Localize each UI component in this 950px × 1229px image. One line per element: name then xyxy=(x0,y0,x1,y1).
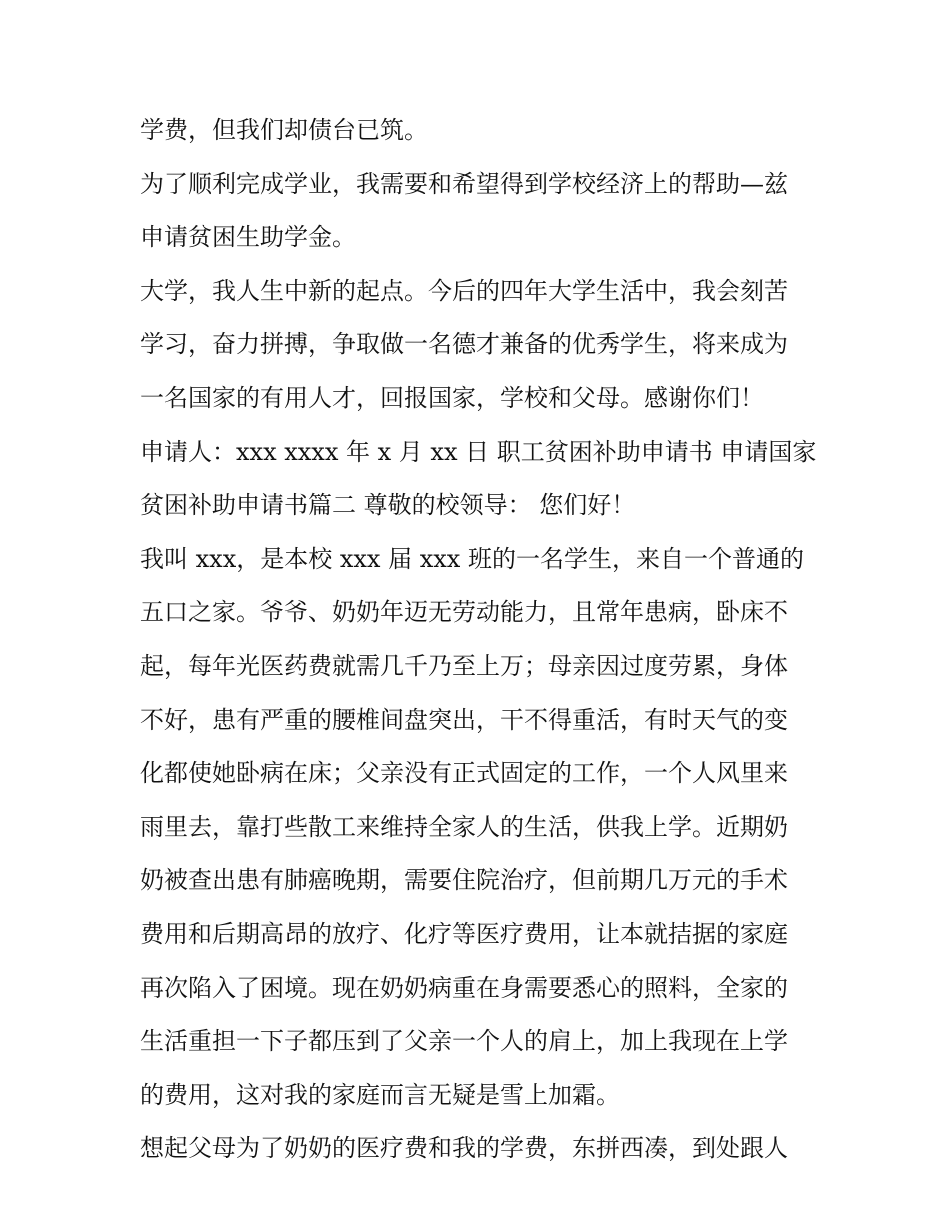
text-line: 学费，但我们却债台已筑。 xyxy=(140,116,428,144)
text-line: 的费用，这对我的家庭而言无疑是雪上加霜。 xyxy=(140,1080,620,1109)
text-line: 为了顺利完成学业，我需要和希望得到学校经济上的帮助—兹 xyxy=(140,169,788,198)
text-line: 五口之家。爷爷、奶奶年迈无劳动能力，且常年患病，卧床不 xyxy=(140,598,788,627)
document-body xyxy=(140,104,815,1176)
text-line: 一名国家的有用人才，回报国家，学校和父母。感谢你们！ xyxy=(140,383,764,412)
text-line: 贫困补助申请书篇二 尊敬的校领导： 您们好！ xyxy=(140,491,636,520)
text-line: 申请贫困生助学金。 xyxy=(140,223,356,252)
text-line: 想起父母为了奶奶的医疗费和我的学费，东拼西凑，到处跟人 xyxy=(140,1134,788,1163)
text-line: 起，每年光医药费就需几千乃至上万；母亲因过度劳累，身体 xyxy=(140,651,788,680)
text-line: 再次陷入了困境。现在奶奶病重在身需要悉心的照料，全家的 xyxy=(140,973,788,1002)
text-line: 不好，患有严重的腰椎间盘突出，干不得重活，有时天气的变 xyxy=(140,705,788,734)
text-line: 学习，奋力拼搏，争取做一名德才兼备的优秀学生，将来成为 xyxy=(140,330,788,359)
text-line: 大学，我人生中新的起点。今后的四年大学生活中，我会刻苦 xyxy=(140,276,788,305)
text-line: 化都使她卧病在床；父亲没有正式固定的工作，一个人风里来 xyxy=(140,759,788,788)
text-line: 生活重担一下子都压到了父亲一个人的肩上，加上我现在上学 xyxy=(140,1027,788,1056)
text-line: 我叫 xxx，是本校 xxx 届 xxx 班的一名学生，来自一个普通的 xyxy=(140,544,804,573)
text-line: 申请人：xxx xxxx 年 x 月 xx 日 职工贫困补助申请书 申请国家 xyxy=(140,437,817,466)
text-line: 费用和后期高昂的放疗、化疗等医疗费用，让本就拮据的家庭 xyxy=(140,919,788,948)
text-line: 雨里去，靠打些散工来维持全家人的生活，供我上学。近期奶 xyxy=(140,812,788,841)
text-line: 奶被查出患有肺癌晚期，需要住院治疗，但前期几万元的手术 xyxy=(140,866,788,895)
